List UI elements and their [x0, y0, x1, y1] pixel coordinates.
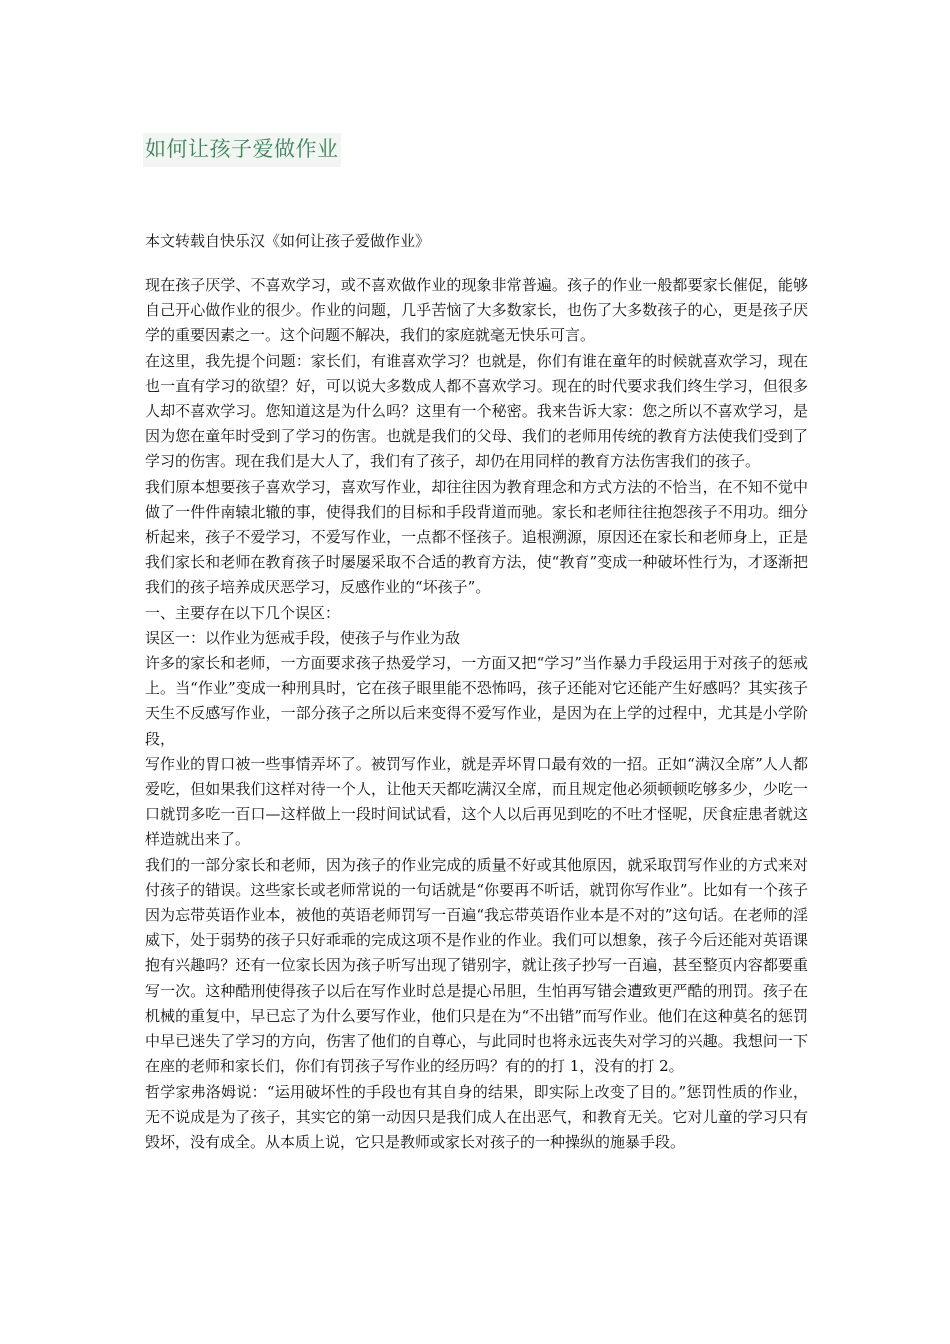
article-body	[145, 273, 808, 1155]
subsection-heading: 误区一：以作业为惩戒手段，使孩子与作业为敌	[145, 628, 461, 647]
paragraph: 哲学家弗洛姆说：“运用破坏性的手段也有其自身的结果，即实际上改变了目的。”惩罚性质的作业，无不说成是为了孩子，其实它的第一动因只是我们成人在出恶气，和教育无关。它对儿童的学习只有毁坏，没有成全。从本质上说，它只是教师或家长对孩子的一种操纵的施暴手段。	[145, 1082, 808, 1151]
document-title: 如何让孩子爱做作业	[145, 137, 339, 161]
title-highlight	[143, 133, 341, 167]
section-heading: 一、主要存在以下几个误区：	[145, 603, 341, 622]
paragraph: 在这里，我先提个问题：家长们，有谁喜欢学习？也就是，你们有谁在童年的时候就喜欢学习，现在也一直有学习的欲望？好，可以说大多数成人都不喜欢学习。现在的时代要求我们终生学习，但很多人却不喜欢学习。您知道这是为什么吗？这里有一个秘密。我来告诉大家：您之所以不喜欢学习，是因为您在童年时受到了学习的伤害。也就是我们的父母、我们的老师用传统的教育方法使我们受到了学习的伤害。现在我们是大人了，我们有了孩子，却仍在用同样的教育方法伤害我们的孩子。	[145, 351, 808, 471]
paragraph: 我们原本想要孩子喜欢学习，喜欢写作业，却往往因为教育理念和方式方法的不恰当，在不知不觉中做了一件件南辕北辙的事，使得我们的目标和手段背道而驰。家长和老师往往抱怨孩子不用功。细分析起来，孩子不爱学习，不爱写作业，一点都不怪孩子。追根溯源，原因还在家长和老师身上，正是我们家长和老师在教育孩子时屡屡采取不合适的教育方法，使“教育”变成一种破坏性行为，才逐渐把我们的孩子培养成厌恶学习，反感作业的“坏孩子”。	[145, 477, 808, 597]
paragraph: 许多的家长和老师，一方面要求孩子热爱学习，一方面又把“学习”当作暴力手段运用于对孩子的惩戒上。当“作业”变成一种刑具时，它在孩子眼里能不恐怖吗，孩子还能对它还能产生好感吗？其实孩子天生不反感写作业，一部分孩子之所以后来变得不爱写作业，是因为在上学的过程中，尤其是小学阶段，	[145, 654, 808, 748]
paragraph: 我们的一部分家长和老师，因为孩子的作业完成的质量不好或其他原因，就采取罚写作业的方式来对付孩子的错误。这些家长或老师常说的一句话就是“你要再不听话，就罚你写作业”。比如有一个孩子因为忘带英语作业本，被他的英语老师罚写一百遍“我忘带英语作业本是不对的”这句话。在老师的淫威下，处于弱势的孩子只好乖乖的完成这项不是作业的作业。我们可以想象，孩子今后还能对英语课抱有兴趣吗？还有一位家长因为孩子听写出现了错别字，就让孩子抄写一百遍，甚至整页内容都要重写一次。这种酷刑使得孩子以后在写作业时总是提心吊胆，生怕再写错会遭致更严酷的刑罚。孩子在机械的重复中，早已忘了为什么要写作业，他们只是在为“不出错”而写作业。他们在这种莫名的惩罚中早已迷失了学习的方向，伤害了他们的自尊心，与此同时也将永远丧失对学习的兴趣。我想问一下在座的老师和家长们，你们有罚孩子写作业的经历吗？有的的打 1，没有的打 2。	[145, 855, 808, 1076]
paragraph: 现在孩子厌学、不喜欢学习，或不喜欢做作业的现象非常普遍。孩子的作业一般都要家长催促，能够自己开心做作业的很少。作业的问题，几乎苦恼了大多数家长，也伤了大多数孩子的心，更是孩子厌学的重要因素之一。这个问题不解决，我们的家庭就毫无快乐可言。	[145, 276, 808, 345]
source-line: 本文转载自快乐汉《如何让孩子爱做作业》	[145, 232, 431, 250]
paragraph: 写作业的胃口被一些事情弄坏了。被罚写作业，就是弄坏胃口最有效的一招。正如“满汉全席”人人都爱吃，但如果我们这样对待一个人，让他天天都吃满汉全席，而且规定他必须顿顿吃够多少，少吃一口就罚多吃一百口—这样做上一段时间试试看，这个人以后再见到吃的不吐才怪呢，厌食症患者就这样造就出来了。	[145, 754, 808, 849]
